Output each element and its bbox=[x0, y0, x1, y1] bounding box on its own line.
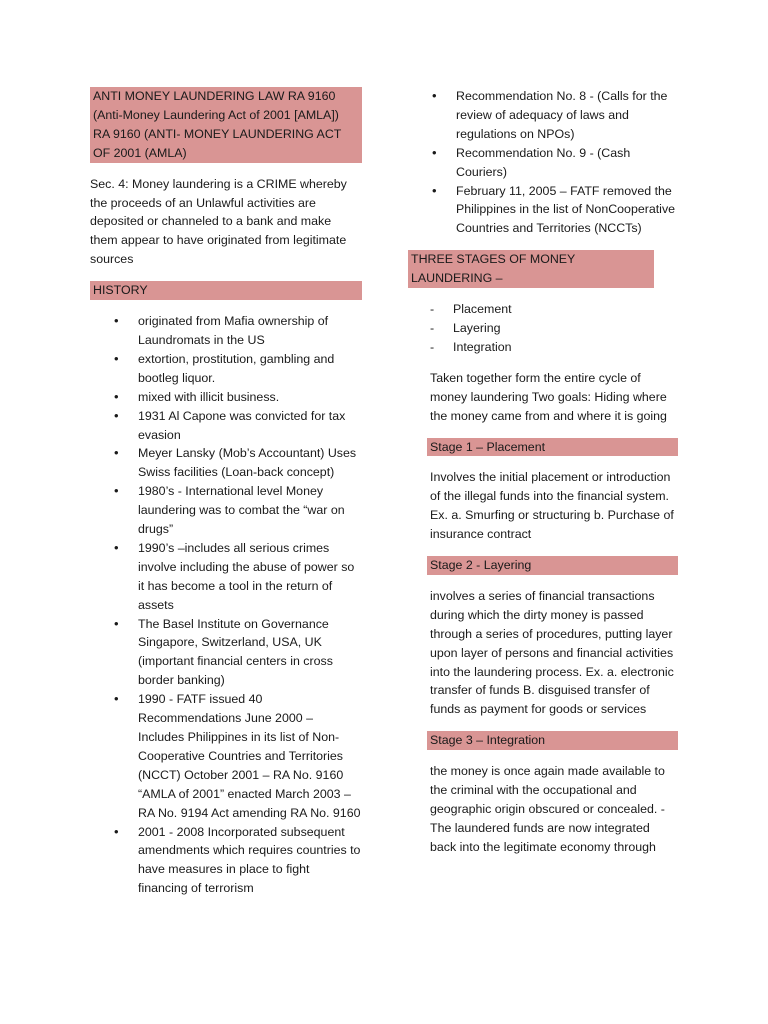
recommendation-item bbox=[408, 87, 678, 144]
history-item-text: mixed with illicit business. bbox=[138, 389, 280, 404]
stage3-heading: Stage 3 – Integration bbox=[427, 731, 678, 750]
dash-icon: - bbox=[430, 339, 435, 354]
stage1-heading: Stage 1 – Placement bbox=[427, 438, 678, 457]
history-item bbox=[90, 690, 362, 822]
dash-icon: - bbox=[430, 320, 435, 335]
bullet-icon: • bbox=[432, 88, 437, 103]
history-item-text: 1990’s –includes all serious crimes involve including the abuse of power so it has become a tool in the return of assets bbox=[138, 540, 355, 612]
sec4-paragraph: Sec. 4: Money laundering is a CRIME whereby the proceeds of an Unlawful activities are deposited or channeled to a bank and make them appear to have originated from legitimate sources bbox=[90, 176, 347, 267]
stages-list bbox=[408, 300, 678, 357]
stage-item bbox=[408, 338, 678, 357]
right-column bbox=[408, 87, 678, 857]
history-item bbox=[90, 539, 362, 615]
history-item bbox=[90, 615, 362, 691]
recommendation-item-text: Recommendation No. 8 - (Calls for the review of adequacy of laws and regulations on NPOs) bbox=[456, 89, 668, 141]
recommendations-list bbox=[408, 87, 678, 238]
bullet-icon: • bbox=[432, 144, 437, 160]
stage1-paragraph: Involves the initial placement or introduction of the illegal funds into the financial system. Ex. a. Smurfing or structuring b. Purchase of insurance contract bbox=[430, 470, 674, 542]
history-item-text: extortion, prostitution, gambling and bootleg liquor. bbox=[138, 351, 335, 385]
history-list bbox=[90, 312, 362, 898]
history-item-text: 1980’s - International level Money laundering was to combat the “war on drugs” bbox=[138, 484, 345, 537]
bullet-icon: • bbox=[114, 539, 119, 555]
history-item bbox=[90, 350, 362, 388]
bullet-icon: • bbox=[114, 350, 119, 366]
history-item-text: The Basel Institute on Governance Singapore, Switzerland, USA, UK (important financial centers in cross border banking) bbox=[138, 616, 333, 688]
history-item-text: 2001 - 2008 Incorporated subsequent amendments which requires countries to have measures in place to fight financing of terrorism bbox=[138, 824, 361, 896]
stage-item bbox=[408, 300, 678, 319]
bullet-icon: • bbox=[114, 823, 119, 839]
recommendation-item bbox=[408, 144, 678, 182]
three-stages-heading: THREE STAGES OF MONEY LAUNDERING – bbox=[408, 250, 654, 288]
bullet-icon: • bbox=[114, 483, 119, 499]
cycle-paragraph: Taken together form the entire cycle of money laundering Two goals: Hiding where the money came from and where it is going bbox=[430, 370, 667, 423]
history-heading: HISTORY bbox=[90, 281, 362, 300]
stage2-heading: Stage 2 - Layering bbox=[427, 556, 678, 575]
history-item-text: 1990 - FATF issued 40 Recommendations June 2000 – Includes Philippines in its list of Non-Cooperative Countries and Territories (NCCT) October 2001 – RA No. 9160 “AMLA of 2001” enacted March 2003 – RA No. 9194 Act amending RA No. 9160 bbox=[138, 692, 361, 820]
history-item-text: Meyer Lansky (Mob’s Accountant) Uses Swiss facilities (Loan-back concept) bbox=[138, 446, 357, 480]
bullet-icon: • bbox=[114, 313, 119, 329]
history-item bbox=[90, 444, 362, 482]
stage-item bbox=[408, 319, 678, 338]
bullet-icon: • bbox=[432, 182, 437, 198]
recommendation-item-text: February 11, 2005 – FATF removed the Philippines in the list of NonCooperative Countries and Territories (NCCTs) bbox=[456, 183, 676, 236]
history-item bbox=[90, 407, 362, 445]
bullet-icon: • bbox=[114, 691, 119, 707]
history-item bbox=[90, 312, 362, 350]
history-item bbox=[90, 482, 362, 539]
stage-item-text: Integration bbox=[453, 339, 512, 354]
stage2-paragraph: involves a series of financial transactions during which the dirty money is passed through a series of procedures, putting layer upon layer of persons and financial activities into the laundering process. Ex. a. electronic transfer of funds B. disguised transfer of funds as payment for goods or services bbox=[430, 588, 674, 717]
history-item bbox=[90, 388, 362, 407]
bullet-icon: • bbox=[114, 445, 119, 461]
history-item-text: originated from Mafia ownership of Laundromats in the US bbox=[138, 314, 329, 347]
history-item bbox=[90, 823, 362, 899]
recommendation-item bbox=[408, 182, 678, 239]
left-column bbox=[90, 87, 362, 898]
bullet-icon: • bbox=[114, 615, 119, 631]
stage-item-text: Placement bbox=[453, 302, 512, 317]
stage-item-text: Layering bbox=[453, 320, 501, 335]
bullet-icon: • bbox=[114, 388, 119, 404]
history-item-text: 1931 Al Capone was convicted for tax evasion bbox=[138, 408, 346, 442]
stage3-paragraph: the money is once again made available to the criminal with the occupational and geographic origin obscured or concealed. - The laundered funds are now integrated back into the legitimate economy through bbox=[430, 764, 665, 854]
bullet-icon: • bbox=[114, 407, 119, 423]
dash-icon: - bbox=[430, 302, 435, 317]
recommendation-item-text: Recommendation No. 9 - (Cash Couriers) bbox=[456, 145, 631, 179]
document-title: ANTI MONEY LAUNDERING LAW RA 9160 (Anti-Money Laundering Act of 2001 [AMLA]) RA 9160 (ANTI- MONEY LAUNDERING ACT OF 2001 (AMLA) bbox=[90, 87, 362, 163]
